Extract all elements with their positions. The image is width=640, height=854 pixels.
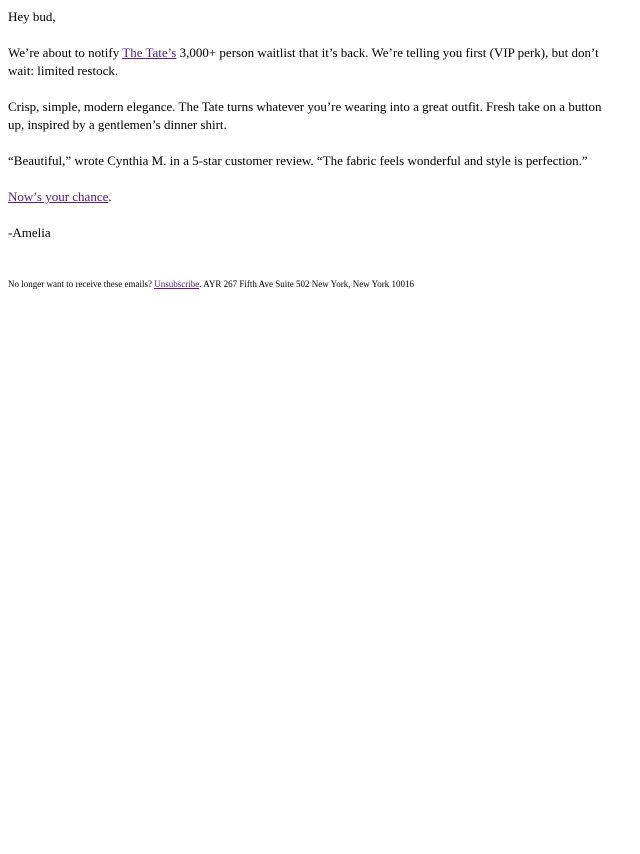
footer-text-before: No longer want to receive these emails? (8, 279, 155, 289)
footer-address: . AYR 267 Fifth Ave Suite 502 New York, New York 10016 (199, 279, 414, 289)
unsubscribe-link[interactable]: Unsubscribe (154, 279, 200, 289)
cta-link[interactable]: Now’s your chance (8, 189, 109, 204)
waitlist-text-before: We’re about to notify (8, 45, 123, 60)
email-footer (8, 278, 618, 290)
product-description: Crisp, simple, modern elegance. The Tate turns whatever you’re wearing into a great outfit. Fresh take on a button up, inspired by a gentlemen’s dinner shirt. (8, 99, 602, 132)
cta-period: . (108, 189, 112, 204)
waitlist-paragraph (8, 44, 618, 80)
greeting: Hey bud, (8, 9, 56, 24)
email-body (8, 8, 618, 290)
customer-review-quote: “Beautiful,” wrote Cynthia M. in a 5-star customer review. “The fabric feels wonderful and style is perfection.” (8, 153, 588, 168)
waitlist-text-after: 3,000+ person waitlist that it’s back. We’re telling you first (VIP perk), but don’t wait: limited restock. (8, 45, 599, 78)
signature: -Amelia (8, 225, 51, 240)
product-link-the-tate[interactable]: The Tate’s (122, 45, 177, 60)
cta-paragraph (8, 188, 618, 206)
